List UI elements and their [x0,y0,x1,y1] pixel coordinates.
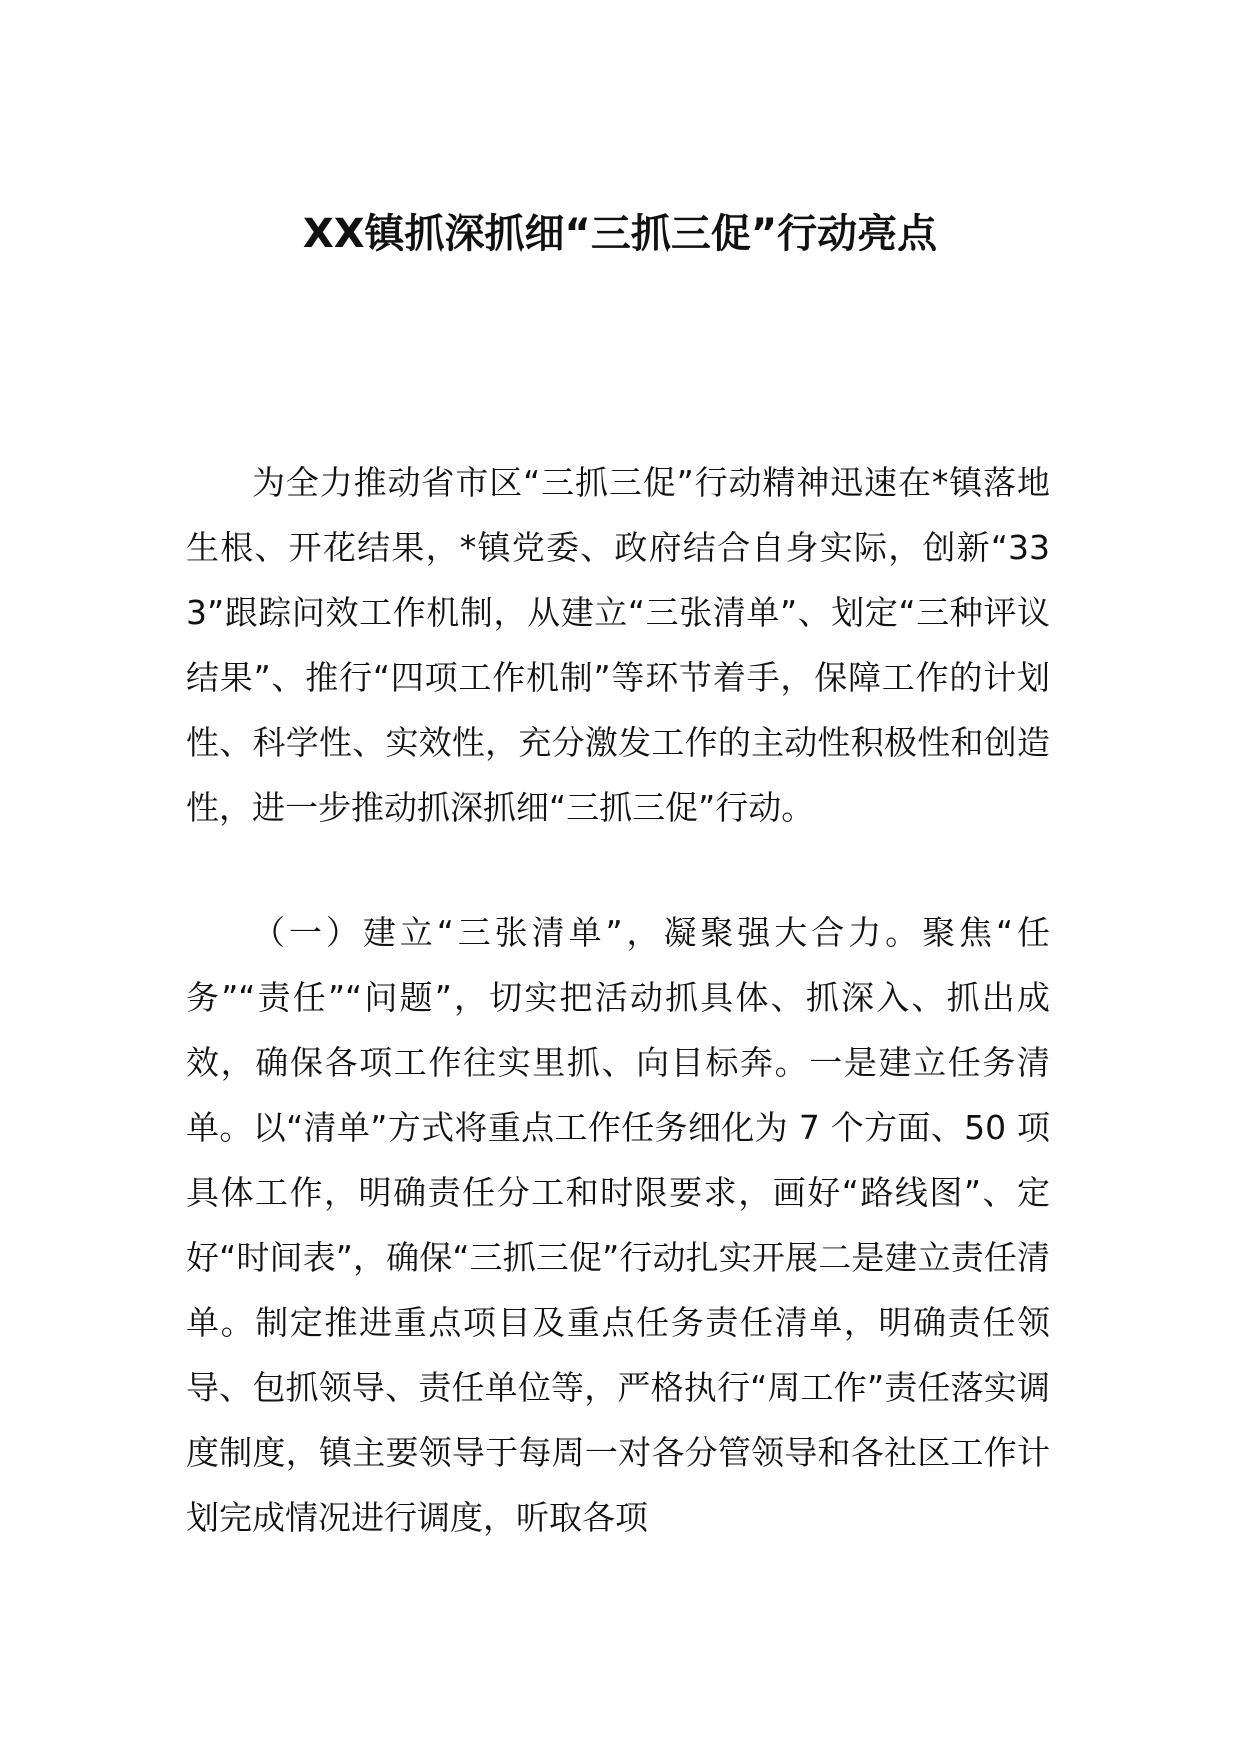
section-one-paragraph: （一）建立“三张清单”，凝聚强大合力。聚焦“任务”“责任”“问题”，切实把活动抓具体、抓深入、抓出成效，确保各项工作往实里抓、向目标奔。一是建立任务清单。以“清单”方式将重点工作任务细化为 7 个方面、50 项具体工作，明确责任分工和时限要求，画好“路线图”、定好“时间表”，确保“三抓三促”行动扎实开展二是建立责任清单。制定推进重点项目及重点任务责任清单，明确责任领导、包抓领导、责任单位等，严格执行“周工作”责任落实调度制度，镇主要领导于每周一对各分管领导和各社区工作计划完成情况进行调度，听取各项 [186,913,1050,1537]
document-title: XX镇抓深抓细“三抓三促”行动亮点 [302,211,938,257]
intro-paragraph: 为全力推动省市区“三抓三促”行动精神迅速在*镇落地生根、开花结果，*镇党委、政府结合自身实际，创新“333”跟踪问效工作机制，从建立“三张清单”、划定“三种评议结果”、推行“四项工作机制”等环节着手，保障工作的计划性、科学性、实效性，充分激发工作的主动性积极性和创造性，进一步推动抓深抓细“三抓三促”行动。 [186,463,1050,827]
